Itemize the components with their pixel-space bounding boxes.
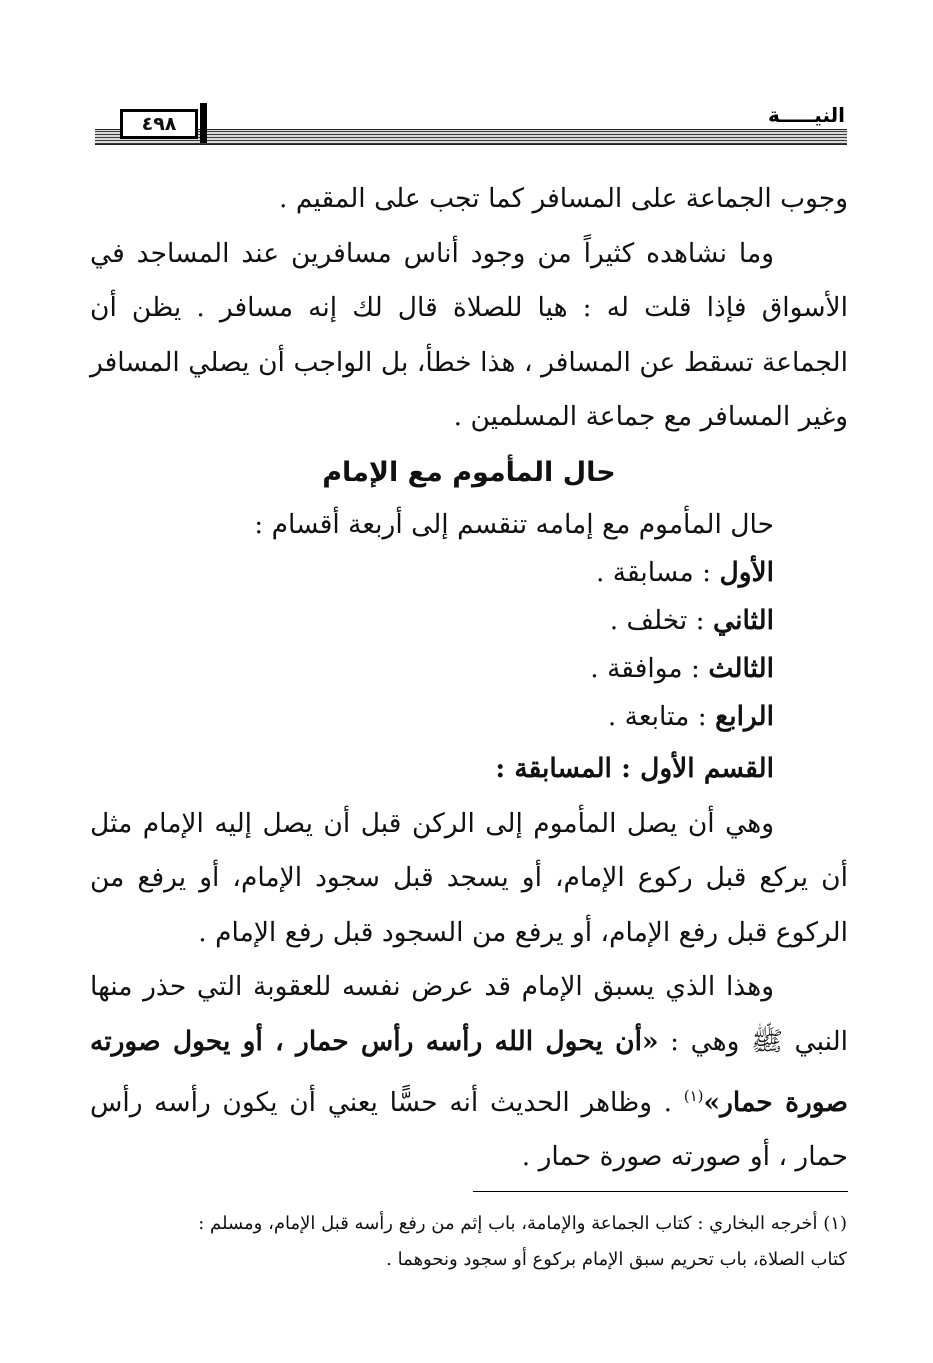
intro-line: حال المأموم مع إمامه تنقسم إلى أربعة أقسام : <box>254 508 774 540</box>
list-item <box>90 693 848 741</box>
hadith-quote: «أن يحول الله رأسه رأس حمار ، أو يحول صورته صورة حمار» <box>90 1025 848 1118</box>
subsection-heading: القسم الأول : المسابقة : <box>495 752 774 784</box>
paragraph-4 <box>90 960 848 1185</box>
list-item-label: الأول <box>719 556 774 588</box>
main-text <box>90 172 848 1185</box>
paragraph-2: وما نشاهده كثيراً من وجود أناس مسافرين عند المساجد في الأسواق فإذا قلت له : هيا للصلاة قال لك إنه مسافر . يظن أن الجماعة تسقط عن المسافر ، هذا خطأ، بل الواجب أن يصلي المسافر وغير المسافر مع جماعة المسلمين . <box>90 237 848 432</box>
page-number: ٤٩٨ <box>120 109 198 139</box>
list-item-label: الرابع <box>715 700 774 732</box>
paragraph-1: وجوب الجماعة على المسافر كما تجب على المقيم . <box>279 183 848 214</box>
list-item-label: الثالث <box>708 652 774 684</box>
paragraph-3: وهي أن يصل المأموم إلى الركن قبل أن يصل إليه الإمام مثل أن يركع قبل ركوع الإمام، أو يسجد قبل سجود الإمام، أو يرفع من الركوع قبل رفع الإمام، أو يرفع من السجود قبل رفع الإمام . <box>90 807 848 948</box>
list-item <box>90 597 848 645</box>
running-header <box>95 100 847 150</box>
list-item <box>90 549 848 597</box>
list-item-text: : متابعة . <box>607 700 716 732</box>
list-item <box>90 645 848 693</box>
paragraph-4-start: وهذا الذي يسبق الإمام قد عرض نفسه للعقوبة التي حذر منها النبي ﷺ وهي : <box>90 971 849 1057</box>
list-item-text: : تخلف . <box>609 604 714 636</box>
list-item-text: : موافقة . <box>590 652 709 684</box>
footnote-line-1: (١) أخرجه البخاري : كتاب الجماعة والإمامة، باب إثم من رفع رأسه قبل الإمام، ومسلم : <box>198 1213 847 1234</box>
page-number-bar <box>200 103 207 143</box>
list-item-label: الثاني <box>713 604 774 636</box>
section-heading: حال المأموم مع الإمام <box>322 456 616 488</box>
header-title: النيـــــة <box>767 103 845 127</box>
paragraph-4-end: . وظاهر الحديث أنه حسًّا يعني أن يكون رأسه رأس حمار ، أو صورته صورة حمار . <box>90 1086 848 1173</box>
footnote <box>95 1206 847 1278</box>
footnote-line-2: كتاب الصلاة، باب تحريم سبق الإمام بركوع أو سجود ونحوهما . <box>386 1249 847 1270</box>
footnote-rule <box>473 1191 848 1192</box>
list-item-text: : مسابقة . <box>595 556 720 588</box>
footnote-ref: (١) <box>683 1087 704 1105</box>
header-rule <box>95 129 847 145</box>
